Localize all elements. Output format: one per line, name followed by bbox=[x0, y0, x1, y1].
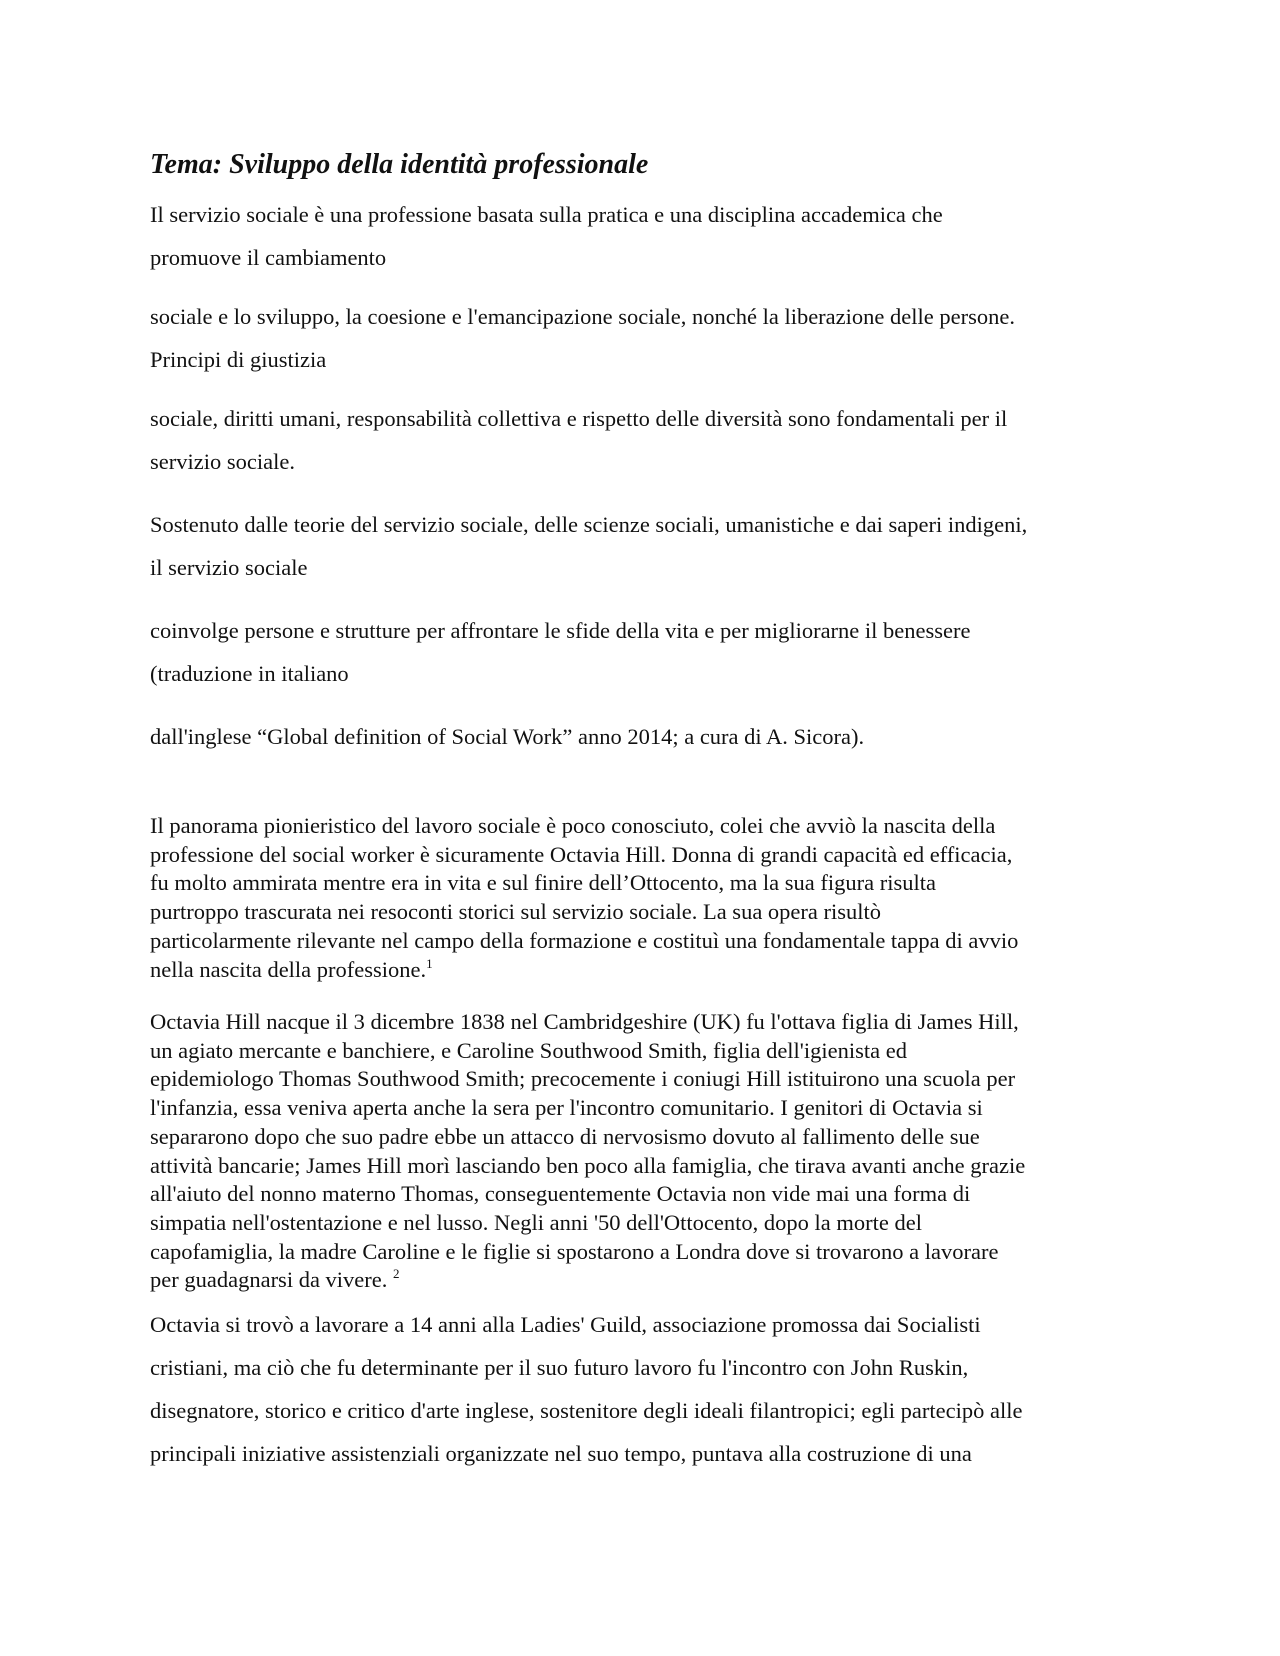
page-title: Tema: Sviluppo della identità professionale bbox=[150, 149, 649, 180]
text-line: il servizio sociale bbox=[150, 555, 308, 580]
text-line: principali iniziative assistenziali organizzate nel suo tempo, puntava alla costruzione di una bbox=[150, 1441, 972, 1466]
text-line: Octavia Hill nacque il 3 dicembre 1838 nel Cambridgeshire (UK) fu l'ottava figlia di James Hill, bbox=[150, 1009, 1019, 1034]
text-line: capofamiglia, la madre Caroline e le figlie si spostarono a Londra dove si trovarono a lavorare bbox=[150, 1238, 999, 1264]
text-line: un agiato mercante e banchiere, e Caroline Southwood Smith, figlia dell'igienista ed bbox=[150, 1037, 907, 1063]
definition-block-5 bbox=[150, 609, 1140, 695]
definition-block-3 bbox=[150, 397, 1140, 483]
text-line: Sostenuto dalle teorie del servizio sociale, delle scienze sociali, umanistiche e dai saperi indigeni, bbox=[150, 512, 1028, 537]
text-line: epidemiologo Thomas Southwood Smith; precocemente i coniugi Hill istituirono una scuola per bbox=[150, 1066, 1016, 1092]
text-line: coinvolge persone e strutture per affrontare le sfide della vita e per migliorarne il benessere bbox=[150, 618, 971, 643]
footnote-ref-1[interactable]: 1 bbox=[426, 955, 433, 971]
text-line: particolarmente rilevante nel campo della formazione e costituì una fondamentale tappa di avvio bbox=[150, 927, 1019, 953]
paragraph-2 bbox=[150, 1008, 1140, 1295]
text-line: l'infanzia, essa veniva aperta anche la sera per l'incontro comunitario. I genitori di Octavia si bbox=[150, 1095, 983, 1121]
text-line: dall'inglese “Global definition of Social Work” anno 2014; a cura di A. Sicora). bbox=[150, 724, 865, 749]
text-line: separarono dopo che suo padre ebbe un attacco di nervosismo dovuto al fallimento delle sue bbox=[150, 1123, 980, 1149]
footnote-ref-2[interactable]: 2 bbox=[393, 1266, 400, 1282]
text-line: simpatia nell'ostentazione e nel lusso. Negli anni '50 dell'Ottocento, dopo la morte del bbox=[150, 1209, 922, 1235]
paragraph-1 bbox=[150, 812, 1140, 984]
text-line: promuove il cambiamento bbox=[150, 245, 387, 270]
text-line: servizio sociale. bbox=[150, 449, 295, 474]
text-line: sociale e lo sviluppo, la coesione e l'emancipazione sociale, nonché la liberazione delle persone. bbox=[150, 304, 1015, 329]
text-line-content: per guadagnarsi da vivere. bbox=[150, 1267, 394, 1293]
text-line: professione del social worker è sicuramente Octavia Hill. Donna di grandi capacità ed efficacia, bbox=[150, 841, 1013, 867]
text-line: disegnatore, storico e critico d'arte inglese, sostenitore degli ideali filantropici; egli partecipò alle bbox=[150, 1398, 1023, 1423]
text-line-content: nella nascita della professione. bbox=[150, 956, 427, 982]
paragraph-3 bbox=[150, 1303, 1140, 1475]
text-line: fu molto ammirata mentre era in vita e sul finire dell’Ottocento, ma la sua figura risulta bbox=[150, 870, 936, 896]
text-line: cristiani, ma ciò che fu determinante per il suo futuro lavoro fu l'incontro con John Ruskin, bbox=[150, 1355, 969, 1380]
text-line: Octavia si trovò a lavorare a 14 anni alla Ladies' Guild, associazione promossa dai Socialisti bbox=[150, 1312, 981, 1337]
definition-block-1 bbox=[150, 193, 1140, 279]
text-line: (traduzione in italiano bbox=[150, 661, 349, 686]
text-line bbox=[150, 956, 1140, 985]
text-line: all'aiuto del nonno materno Thomas, conseguentemente Octavia non vide mai una forma di bbox=[150, 1181, 971, 1207]
document-page bbox=[150, 0, 1140, 1656]
text-line: Il panorama pionieristico del lavoro sociale è poco conosciuto, colei che avviò la nascita della bbox=[150, 813, 996, 838]
text-line: Principi di giustizia bbox=[150, 347, 327, 372]
text-line: Il servizio sociale è una professione basata sulla pratica e una disciplina accademica che bbox=[150, 202, 943, 227]
definition-citation bbox=[150, 715, 1140, 758]
definition-block-2 bbox=[150, 295, 1140, 381]
definition-block-4 bbox=[150, 503, 1140, 589]
text-line: purtroppo trascurata nei resoconti storici sul servizio sociale. La sua opera risultò bbox=[150, 899, 882, 925]
text-line: attività bancarie; James Hill morì lasciando ben poco alla famiglia, che tirava avanti anche grazie bbox=[150, 1152, 1026, 1178]
text-line: sociale, diritti umani, responsabilità collettiva e rispetto delle diversità sono fondamentali per il bbox=[150, 406, 1008, 431]
text-line bbox=[150, 1266, 1140, 1295]
